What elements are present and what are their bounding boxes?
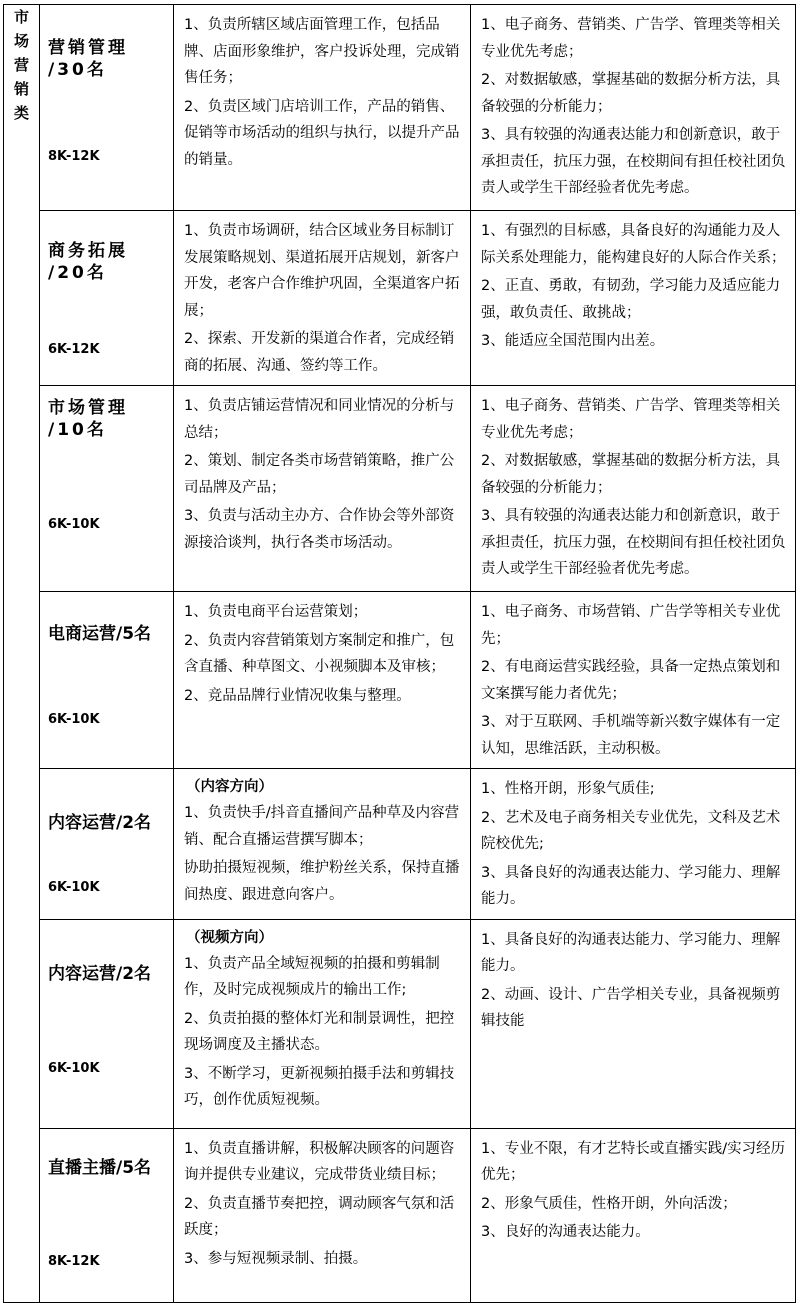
duty-item: 3、不断学习，更新视频拍摄手法和剪辑技巧，创作优质短视频。 bbox=[184, 1065, 455, 1108]
role-name: 内容运营/2名 bbox=[48, 813, 152, 833]
requirement-item: 1、有强烈的目标感，具备良好的沟通能力及人际关系处理能力，能构建良好的人际合作关系； bbox=[481, 223, 786, 266]
requirements-cell bbox=[471, 592, 796, 769]
role-name: 内容运营/2名 bbox=[48, 963, 152, 984]
job-row bbox=[4, 1128, 796, 1302]
category-cell bbox=[4, 5, 40, 1303]
salary-range: 8K-12K bbox=[48, 1253, 100, 1269]
role-name: 营销管理 /30名 bbox=[48, 38, 128, 80]
duties-cell bbox=[174, 769, 471, 920]
duty-item: 2、负责直播节奏把控，调动顾客气氛和活跃度； bbox=[184, 1195, 455, 1238]
duty-item: 3、负责与活动主办方、合作协会等外部资源接洽谈判，执行各类市场活动。 bbox=[184, 508, 455, 551]
duty-item: 2、策划、制定各类市场营销策略，推广公司品牌及产品； bbox=[184, 453, 455, 496]
requirement-item: 2、艺术及电子商务相关专业优先，文科及艺术院校优先; bbox=[481, 809, 781, 852]
duties-cell bbox=[174, 592, 471, 769]
job-row bbox=[4, 919, 796, 1128]
role-name: 电商运营/5名 bbox=[48, 624, 152, 644]
requirements-cell bbox=[471, 5, 796, 211]
requirements-cell bbox=[471, 1128, 796, 1302]
duties-cell bbox=[174, 919, 471, 1128]
duty-item: 1、负责直播讲解，积极解决顾客的问题咨询并提供专业建议，完成带货业绩目标； bbox=[184, 1140, 455, 1183]
duty-heading: （视频方向） bbox=[186, 929, 273, 946]
duty-item: 2、探索、开发新的渠道合作者，完成经销商的拓展、沟通、签约等工作。 bbox=[184, 331, 455, 374]
role-name: 市场管理 /10名 bbox=[48, 398, 128, 440]
requirement-item: 2、正直、勇敢，有韧劲，学习能力及适应能力强，敢负责任、敢挑战； bbox=[481, 278, 781, 321]
duties-cell bbox=[174, 386, 471, 592]
duty-item: 协助拍摄短视频，维护粉丝关系，保持直播间热度、跟进意向客户。 bbox=[184, 860, 460, 903]
duty-item: 1、负责快手/抖音直播间产品种草及内容营销、配合直播运营撰写脚本； bbox=[184, 805, 460, 848]
role-name: 直播主播/5名 bbox=[48, 1157, 152, 1178]
requirement-item: 2、对数据敏感，掌握基础的数据分析方法，具备较强的分析能力； bbox=[481, 72, 781, 115]
requirement-item: 3、良好的沟通表达能力。 bbox=[481, 1224, 650, 1240]
salary-range: 8K-12K bbox=[48, 149, 100, 164]
duty-item: 1、负责产品全域短视频的拍摄和剪辑制作，及时完成视频成片的输出工作; bbox=[184, 955, 440, 998]
duty-item: 2、负责区域门店培训工作，产品的销售、促销等市场活动的组织与执行，以提升产品的销量。 bbox=[184, 98, 460, 168]
duty-item: 3、参与短视频录制、拍摄。 bbox=[184, 1250, 368, 1267]
role-cell bbox=[40, 5, 174, 211]
requirements-cell bbox=[471, 211, 796, 386]
requirements-cell bbox=[471, 386, 796, 592]
requirement-item: 1、专业不限，有才艺特长或直播实践/实习经历优先； bbox=[481, 1140, 786, 1183]
salary-range: 6K-10K bbox=[48, 712, 100, 727]
duty-item: 1、负责所辖区域店面管理工作，包括品牌、店面形象维护，客户投诉处理，完成销售任务； bbox=[184, 17, 460, 86]
requirement-item: 2、形象气质佳，性格开朗，外向活泼； bbox=[481, 1195, 737, 1212]
job-row bbox=[4, 211, 796, 386]
category-label: 市场营销类 bbox=[13, 8, 29, 122]
duty-item: 1、负责店铺运营情况和同业情况的分析与总结； bbox=[184, 398, 455, 441]
duty-item: 2、竞品品牌行业情况收集与整理。 bbox=[184, 687, 411, 704]
salary-range: 6K-10K bbox=[48, 880, 100, 895]
job-table bbox=[3, 4, 796, 1303]
requirement-item: 2、对数据敏感，掌握基础的数据分析方法，具备较强的分析能力； bbox=[481, 453, 781, 496]
requirements-cell bbox=[471, 919, 796, 1128]
duties-cell bbox=[174, 5, 471, 211]
duty-item: 1、负责电商平台运营策划； bbox=[184, 604, 368, 620]
requirement-item: 1、电子商务、营销类、广告学、管理类等相关专业优先考虑； bbox=[481, 398, 781, 441]
salary-range: 6K-10K bbox=[48, 1060, 100, 1076]
duties-cell bbox=[174, 211, 471, 386]
requirement-item: 3、具有较强的沟通表达能力和创新意识，敢于承担责任，抗压力强，在校期间有担任校社团负责人或学生干部经验者优先考虑。 bbox=[481, 127, 786, 196]
requirement-item: 1、性格开朗，形象气质佳; bbox=[481, 781, 655, 797]
job-row bbox=[4, 386, 796, 592]
duty-item: 2、负责拍摄的整体灯光和制景调性，把控现场调度及主播状态。 bbox=[184, 1010, 455, 1053]
requirements-cell bbox=[471, 769, 796, 920]
job-row bbox=[4, 769, 796, 920]
requirement-item: 3、具有较强的沟通表达能力和创新意识，敢于承担责任，抗压力强，在校期间有担任校社团负责人或学生干部经验者优先考虑。 bbox=[481, 508, 786, 577]
requirement-item: 1、电子商务、市场营销、广告学等相关专业优先； bbox=[481, 604, 781, 647]
requirement-item: 3、对于互联网、手机端等新兴数字媒体有一定认知，思维活跃，主动积极。 bbox=[481, 714, 781, 757]
duties-cell bbox=[174, 1128, 471, 1302]
requirement-item: 1、具备良好的沟通表达能力、学习能力、理解能力。 bbox=[481, 931, 781, 974]
requirement-item: 2、有电商运营实践经验，具备一定热点策划和文案撰写能力者优先； bbox=[481, 659, 781, 702]
job-row bbox=[4, 592, 796, 769]
requirement-item: 3、能适应全国范围内出差。 bbox=[481, 333, 665, 349]
requirement-item: 1、电子商务、营销类、广告学、管理类等相关专业优先考虑； bbox=[481, 17, 781, 60]
salary-range: 6K-12K bbox=[48, 342, 100, 357]
role-cell bbox=[40, 919, 174, 1128]
duty-item: 1、负责市场调研，结合区域业务目标制订发展策略规划、渠道拓展开店规划，新客户开发，老客户合作维护巩固，全渠道客户拓展； bbox=[184, 223, 460, 319]
role-cell bbox=[40, 1128, 174, 1302]
role-cell bbox=[40, 386, 174, 592]
duty-heading: （内容方向） bbox=[186, 779, 273, 795]
role-cell bbox=[40, 592, 174, 769]
requirement-item: 2、动画、设计、广告学相关专业，具备视频剪辑技能 bbox=[481, 986, 781, 1029]
duty-item: 2、负责内容营销策划方案制定和推广，包含直播、种草图文、小视频脚本及审核； bbox=[184, 632, 455, 675]
role-cell bbox=[40, 769, 174, 920]
role-cell bbox=[40, 211, 174, 386]
role-name: 商务拓展 /20名 bbox=[48, 241, 128, 283]
requirement-item: 3、具备良好的沟通表达能力、学习能力、理解能力。 bbox=[481, 864, 781, 907]
salary-range: 6K-10K bbox=[48, 517, 100, 532]
job-row bbox=[4, 5, 796, 211]
